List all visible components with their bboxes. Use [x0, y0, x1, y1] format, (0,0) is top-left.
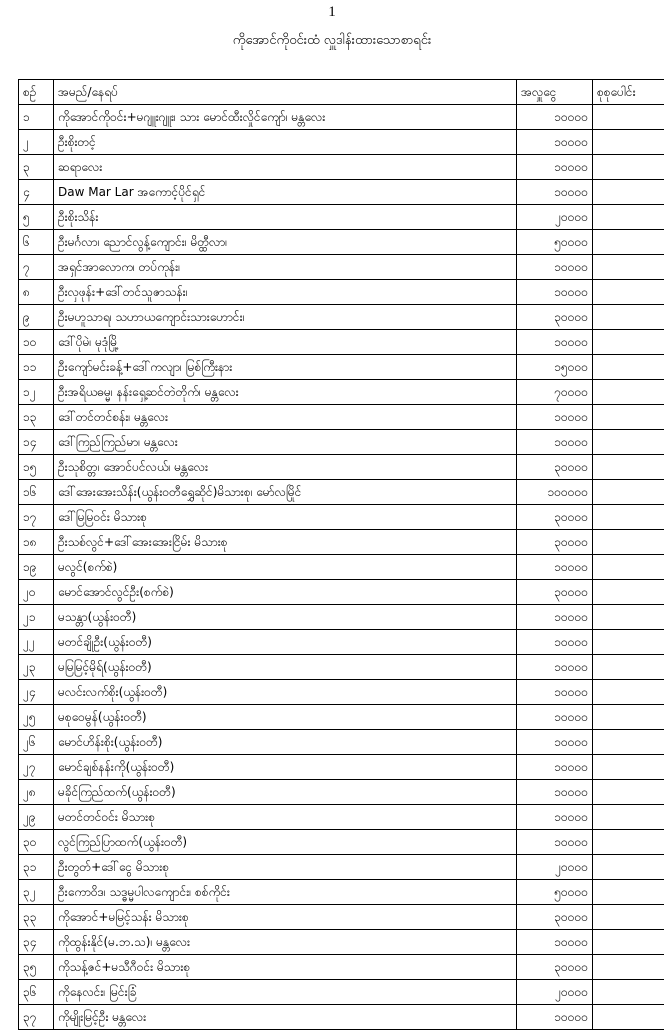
- row-name-address: လွင်ကြည်ပြာထက်(ယွန်းဝတီ): [54, 830, 517, 855]
- row-total-cell: [593, 280, 664, 305]
- row-serial-number: ၃၀: [19, 830, 54, 855]
- row-total-cell: [593, 605, 664, 630]
- row-total-cell: [593, 730, 664, 755]
- row-total-cell: [593, 480, 664, 505]
- row-name-address: မောင်ဟိန်းစိုး(ယွန်းဝတီ): [54, 730, 517, 755]
- row-donation-amount: ၁၅၀၀၀: [517, 355, 593, 380]
- row-name-address: ဦးအရိယဓမ္မ၊ နန်းရှေ့ဆင်တဲတိုက်၊ မန္တလေး: [54, 380, 517, 405]
- row-donation-amount: ၁၀၀၀၀: [517, 655, 593, 680]
- table-row: [19, 830, 664, 855]
- header-total: စုစုပေါင်း: [593, 80, 664, 105]
- header-donation-amount: အလှူငွေ: [517, 80, 593, 105]
- row-total-cell: [593, 380, 664, 405]
- row-total-cell: [593, 655, 664, 680]
- row-serial-number: ၁၇: [19, 505, 54, 530]
- row-serial-number: ၂၀: [19, 580, 54, 605]
- table-row: [19, 230, 664, 255]
- row-serial-number: ၁၀: [19, 330, 54, 355]
- row-serial-number: ၂၇: [19, 755, 54, 780]
- row-serial-number: ၁၃: [19, 405, 54, 430]
- table-row: [19, 355, 664, 380]
- row-donation-amount: ၃၀၀၀၀: [517, 505, 593, 530]
- row-total-cell: [593, 130, 664, 155]
- row-serial-number: ၁၅: [19, 455, 54, 480]
- row-name-address: ကိုအောင်ကိုဝင်း+မဂျူးဂျူး၊ သား မောင်ထီးလှိုင်ကျော်၊ မန္တလေး: [54, 105, 517, 130]
- table-row: [19, 980, 664, 1005]
- row-donation-amount: ၃၀၀၀၀: [517, 530, 593, 555]
- row-serial-number: ၂၃: [19, 655, 54, 680]
- row-donation-amount: ၃၀၀၀၀: [517, 455, 593, 480]
- row-total-cell: [593, 855, 664, 880]
- row-serial-number: ၁၉: [19, 555, 54, 580]
- table-row: [19, 155, 664, 180]
- header-name-address: အမည်/နေရပ်: [54, 80, 517, 105]
- row-name-address: ဦးမင်္ဂလာ၊ ညောင်လွန့်ကျောင်း၊ မိတ္ထီလာ၊: [54, 230, 517, 255]
- table-row: [19, 605, 664, 630]
- row-donation-amount: ၃၀၀၀၀: [517, 580, 593, 605]
- row-donation-amount: ၃၀၀၀၀: [517, 905, 593, 930]
- row-serial-number: ၃၁: [19, 855, 54, 880]
- table-row: [19, 330, 664, 355]
- row-total-cell: [593, 505, 664, 530]
- table-row: [19, 405, 664, 430]
- row-donation-amount: ၁၀၀၀၀: [517, 755, 593, 780]
- row-serial-number: ၁၆: [19, 480, 54, 505]
- row-total-cell: [593, 455, 664, 480]
- row-total-cell: [593, 530, 664, 555]
- row-serial-number: ၆: [19, 230, 54, 255]
- table-row: [19, 555, 664, 580]
- row-total-cell: [593, 355, 664, 380]
- row-name-address: ကိုသန့်ဇင်+မသီဂီဝင်း မိသားစု: [54, 955, 517, 980]
- row-total-cell: [593, 155, 664, 180]
- row-total-cell: [593, 780, 664, 805]
- row-total-cell: [593, 905, 664, 930]
- row-donation-amount: ၁၀၀၀၀: [517, 1005, 593, 1030]
- row-donation-amount: ၁၀၀၀၀: [517, 330, 593, 355]
- row-total-cell: [593, 205, 664, 230]
- row-name-address: မစုဝေမွန်(ယွန်းဝတီ): [54, 705, 517, 730]
- row-name-address: ဦးသစ်လွင်+ဒေါ်အေးအေးငြိမ်း မိသားစု: [54, 530, 517, 555]
- row-serial-number: ၂၄: [19, 680, 54, 705]
- table-row: [19, 755, 664, 780]
- table-row: [19, 180, 664, 205]
- row-name-address: မသန္တာ(ယွန်းဝတီ): [54, 605, 517, 630]
- row-total-cell: [593, 180, 664, 205]
- row-donation-amount: ၁၀၀၀၀: [517, 405, 593, 430]
- row-donation-amount: ၁၀၀၀၀: [517, 130, 593, 155]
- row-name-address: ကိုထွန်းနိုင်(မ.ဘ.သ)၊ မန္တလေး: [54, 930, 517, 955]
- row-serial-number: ၂၉: [19, 805, 54, 830]
- row-name-address: ဒေါ်တင်တင်စန်း၊ မန္တလေး: [54, 405, 517, 430]
- row-total-cell: [593, 805, 664, 830]
- row-total-cell: [593, 980, 664, 1005]
- row-name-address: မလွင်(စက်စဲ): [54, 555, 517, 580]
- row-name-address: ဦးစိုးတင့်: [54, 130, 517, 155]
- row-serial-number: ၁၁: [19, 355, 54, 380]
- row-total-cell: [593, 405, 664, 430]
- row-serial-number: ၃၇: [19, 1005, 54, 1030]
- table-row: [19, 380, 664, 405]
- row-serial-number: ၁၄: [19, 430, 54, 455]
- row-name-address: မခိုင်ကြည်ထက်(ယွန်းဝတီ): [54, 780, 517, 805]
- row-serial-number: ၃: [19, 155, 54, 180]
- row-serial-number: ၂၁: [19, 605, 54, 630]
- row-donation-amount: ၁၀၀၀၀: [517, 930, 593, 955]
- row-name-address: မတင်တင်ဝင်း မိသားစု: [54, 805, 517, 830]
- table-body: [19, 105, 664, 1030]
- row-donation-amount: ၁၀၀၀၀: [517, 680, 593, 705]
- row-total-cell: [593, 255, 664, 280]
- row-donation-amount: ၁၀၀၀၀: [517, 280, 593, 305]
- row-name-address: ကိုနေလင်း၊ မြင်းခြံ: [54, 980, 517, 1005]
- row-total-cell: [593, 105, 664, 130]
- row-donation-amount: ၁၀၀၀၀: [517, 730, 593, 755]
- page-number: 1: [0, 4, 664, 21]
- table-row: [19, 630, 664, 655]
- row-serial-number: ၂၆: [19, 730, 54, 755]
- row-serial-number: ၃၆: [19, 980, 54, 1005]
- row-donation-amount: ၂၀၀၀၀: [517, 855, 593, 880]
- row-donation-amount: ၃၀၀၀၀: [517, 305, 593, 330]
- table-row: [19, 780, 664, 805]
- row-name-address: ဒေါ်အေးအေးသိန်း(ယွန်းဝတီရွှေဆိုင်)မိသားစု၊ မော်လမြိုင်: [54, 480, 517, 505]
- row-serial-number: ၄: [19, 180, 54, 205]
- table-row: [19, 305, 664, 330]
- row-serial-number: ၃၃: [19, 905, 54, 930]
- row-name-address: အရှင်အာလောက၊ တပ်ကုန်း၊: [54, 255, 517, 280]
- row-donation-amount: ၁၀၀၀၀: [517, 605, 593, 630]
- row-serial-number: ၃၂: [19, 880, 54, 905]
- row-serial-number: ၂: [19, 130, 54, 155]
- row-donation-amount: ၂၀၀၀၀: [517, 205, 593, 230]
- row-total-cell: [593, 230, 664, 255]
- row-serial-number: ၁: [19, 105, 54, 130]
- table-row: [19, 905, 664, 930]
- row-donation-amount: ၁၀၀၀၀: [517, 805, 593, 830]
- row-donation-amount: ၁၀၀၀၀: [517, 555, 593, 580]
- table-row: [19, 680, 664, 705]
- row-donation-amount: ၅၀၀၀၀: [517, 880, 593, 905]
- row-name-address: ဦးကောဝိဒ၊ သဒ္ဓမ္မပါလကျောင်း၊ စစ်ကိုင်း: [54, 880, 517, 905]
- table-row: [19, 655, 664, 680]
- row-total-cell: [593, 705, 664, 730]
- row-serial-number: ၁၂: [19, 380, 54, 405]
- table-row: [19, 430, 664, 455]
- row-donation-amount: ၁၀၀၀၀: [517, 780, 593, 805]
- row-name-address: မောင်အောင်လွင်ဦး(စက်စဲ): [54, 580, 517, 605]
- row-name-address: ဆရာလေး: [54, 155, 517, 180]
- row-total-cell: [593, 880, 664, 905]
- row-donation-amount: ၅၀၀၀၀: [517, 230, 593, 255]
- row-serial-number: ၅: [19, 205, 54, 230]
- table-row: [19, 280, 664, 305]
- table-row: [19, 730, 664, 755]
- row-serial-number: ၂၂: [19, 630, 54, 655]
- row-total-cell: [593, 555, 664, 580]
- table-row: [19, 880, 664, 905]
- row-name-address: ဦးကျော်မင်းခန့်+ဒေါ်ကလျာ၊ မြစ်ကြီးနား: [54, 355, 517, 380]
- header-serial-number: စဉ်: [19, 80, 54, 105]
- row-serial-number: ၈: [19, 280, 54, 305]
- row-donation-amount: ၁၀၀၀၀: [517, 105, 593, 130]
- row-total-cell: [593, 1005, 664, 1030]
- row-total-cell: [593, 430, 664, 455]
- row-total-cell: [593, 580, 664, 605]
- table-row: [19, 530, 664, 555]
- row-name-address: Daw Mar Lar အကောင့်ပိုင်ရှင်: [54, 180, 517, 205]
- row-donation-amount: ၁၀၀၀၀: [517, 155, 593, 180]
- table-row: [19, 480, 664, 505]
- row-total-cell: [593, 930, 664, 955]
- row-name-address: မတင်ချိုဦး(ယွန်းဝတီ): [54, 630, 517, 655]
- row-donation-amount: ၁၀၀၀၀: [517, 705, 593, 730]
- row-name-address: ဦးစိုးသိန်း: [54, 205, 517, 230]
- table-row: [19, 455, 664, 480]
- row-donation-amount: ၂၀၀၀၀: [517, 980, 593, 1005]
- row-name-address: မမြမြင့်မိုရ်(ယွန်းဝတီ): [54, 655, 517, 680]
- row-name-address: ကိုမျိုးမြင့်ဦး မန္တလေး: [54, 1005, 517, 1030]
- row-name-address: ကိုအောင်+မမြင့်သန်း မိသားစု: [54, 905, 517, 930]
- row-name-address: ဦးတွတ်+ဒေါ်ငွေ မိသားစု: [54, 855, 517, 880]
- table-row: [19, 205, 664, 230]
- table-row: [19, 505, 664, 530]
- row-total-cell: [593, 330, 664, 355]
- row-serial-number: ၁၈: [19, 530, 54, 555]
- row-donation-amount: ၇၀၀၀၀: [517, 380, 593, 405]
- table-row: [19, 805, 664, 830]
- document-title: ကိုအောင်ကိုဝင်းထံ လှူဒါန်းထားသောစာရင်း: [0, 32, 664, 51]
- row-donation-amount: ၁၀၀၀၀: [517, 430, 593, 455]
- row-total-cell: [593, 630, 664, 655]
- row-serial-number: ၃၄: [19, 930, 54, 955]
- table-row: [19, 930, 664, 955]
- row-name-address: ဦးမဟူသာရ၊ သဟာယကျောင်းသားဟောင်း၊: [54, 305, 517, 330]
- row-donation-amount: ၁၀၀၀၀: [517, 255, 593, 280]
- row-total-cell: [593, 830, 664, 855]
- row-donation-amount: ၁၀၀၀၀: [517, 180, 593, 205]
- table-row: [19, 255, 664, 280]
- row-total-cell: [593, 955, 664, 980]
- row-donation-amount: ၁၀၀၀၀: [517, 630, 593, 655]
- table-row: [19, 705, 664, 730]
- row-serial-number: ၉: [19, 305, 54, 330]
- row-total-cell: [593, 305, 664, 330]
- table-row: [19, 130, 664, 155]
- row-name-address: မလင်းလက်စိုး(ယွန်းဝတီ): [54, 680, 517, 705]
- row-serial-number: ၂၅: [19, 705, 54, 730]
- row-serial-number: ၂၈: [19, 780, 54, 805]
- table-header-row: [19, 80, 664, 105]
- table-row: [19, 105, 664, 130]
- row-donation-amount: ၁၀၀၀၀: [517, 830, 593, 855]
- row-total-cell: [593, 680, 664, 705]
- table-row: [19, 580, 664, 605]
- row-total-cell: [593, 755, 664, 780]
- table-row: [19, 1005, 664, 1030]
- row-name-address: မောင်ချစ်နန်းကို(ယွန်းဝတီ): [54, 755, 517, 780]
- row-donation-amount: ၁၀၀၀၀၀: [517, 480, 593, 505]
- table-row: [19, 955, 664, 980]
- row-name-address: ဦးလှဖုန်း+ဒေါ်တင်သူဇာသန်း၊: [54, 280, 517, 305]
- row-name-address: ဒေါ်ကြည်ကြည်မာ၊ မန္တလေး: [54, 430, 517, 455]
- row-serial-number: ၇: [19, 255, 54, 280]
- row-serial-number: ၃၅: [19, 955, 54, 980]
- row-name-address: ဒေါ်ပိုမဲ၊ မုဒုံမြို့: [54, 330, 517, 355]
- row-donation-amount: ၃၀၀၀၀: [517, 955, 593, 980]
- donation-table: [18, 79, 664, 1030]
- row-name-address: ဒေါ်မြမြဝင်း မိသားစု: [54, 505, 517, 530]
- table-row: [19, 855, 664, 880]
- row-name-address: ဦးသုစိတ္တ၊ အောင်ပင်လယ်၊ မန္တလေး: [54, 455, 517, 480]
